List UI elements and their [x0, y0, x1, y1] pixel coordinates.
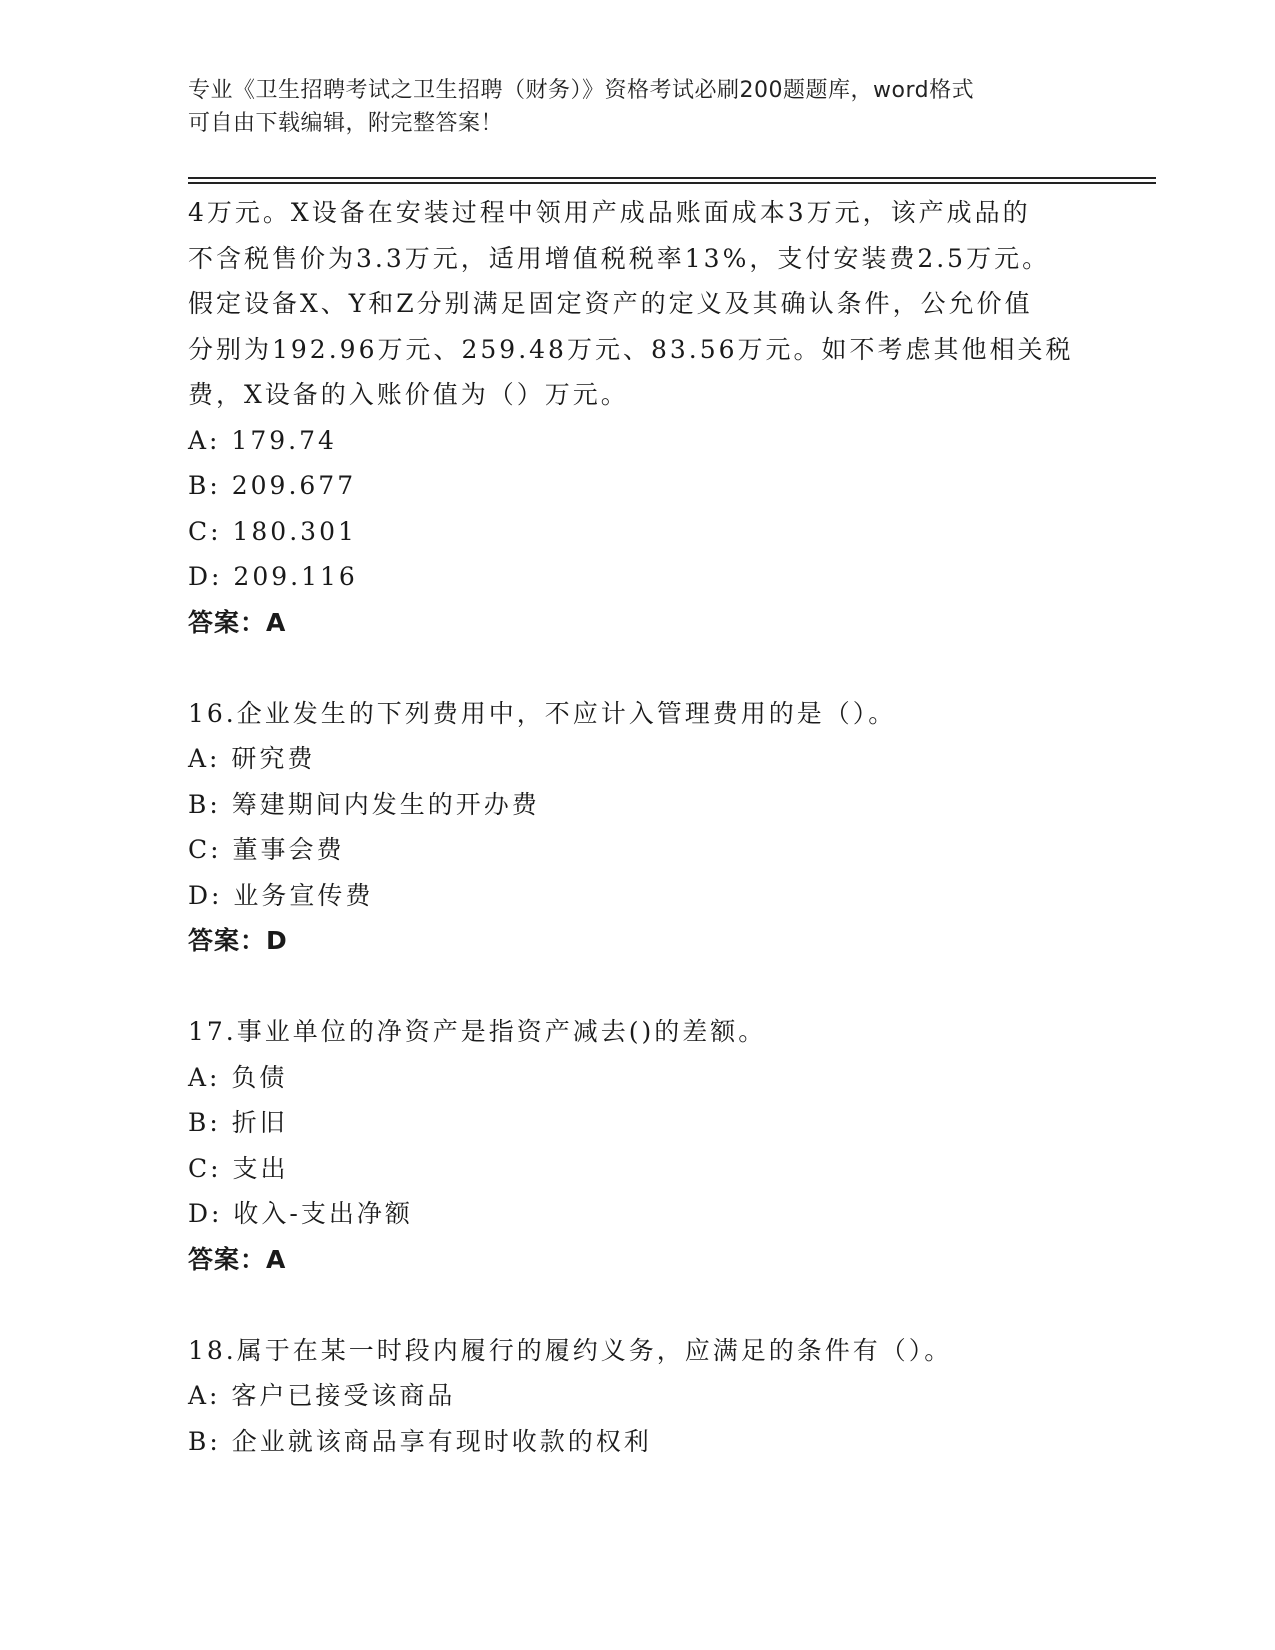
option-a: A: 研究费: [188, 744, 316, 773]
option-a: A: 负债: [188, 1062, 288, 1092]
option-b: B: 企业就该商品享有现时收款的权利: [188, 1426, 652, 1456]
question-16: [188, 691, 1088, 964]
header-rule-bottom: [188, 182, 1156, 184]
question-text: 17.事业单位的净资产是指资产减去()的差额。: [188, 1017, 767, 1046]
header-line-2: 可自由下载编辑，附完整答案！: [188, 111, 504, 136]
spacer: [188, 964, 1088, 1010]
option-b: B: 筹建期间内发生的开办费: [188, 789, 540, 819]
question-content: [188, 190, 1088, 1464]
question-text: 16.企业发生的下列费用中，不应计入管理费用的是（）。: [188, 698, 897, 728]
answer-label: 答案：A: [188, 1244, 287, 1274]
question-text-line: 分别为192.96万元、259.48万元、83.56万元。如不考虑其他相关税: [188, 334, 1074, 364]
option-c: C: 支出: [188, 1153, 289, 1183]
option-c: C: 180.301: [188, 516, 357, 546]
header-line-1: 专业《卫生招聘考试之卫生招聘（财务）》资格考试必刷200题题库，word格式: [188, 78, 975, 103]
question-18: [188, 1328, 1088, 1465]
answer-label: 答案：D: [188, 926, 288, 955]
option-c: C: 董事会费: [188, 835, 345, 864]
option-d: D: 收入-支出净额: [188, 1199, 413, 1228]
answer-label: 答案：A: [188, 607, 287, 637]
question-17: [188, 1009, 1088, 1282]
option-d: D: 业务宣传费: [188, 880, 374, 910]
header-rule-top: [188, 177, 1156, 179]
option-b: B: 折旧: [188, 1108, 288, 1137]
spacer: [188, 1282, 1088, 1328]
option-a: A: 客户已接受该商品: [188, 1381, 456, 1410]
option-d: D: 209.116: [188, 562, 358, 591]
question-text-line: 假定设备X、Y和Z分别满足固定资产的定义及其确认条件，公允价值: [188, 289, 1033, 318]
option-b: B: 209.677: [188, 471, 357, 500]
question-text-line: 不含税售价为3.3万元，适用增值税税率13%，支付安装费2.5万元。: [188, 243, 1051, 273]
page-header: [188, 74, 1088, 140]
spacer: [188, 645, 1088, 691]
question-text-line: 4万元。X设备在安装过程中领用产成品账面成本3万元，该产成品的: [188, 198, 1031, 227]
question-text-line: 费，X设备的入账价值为（）万元。: [188, 380, 629, 409]
question-15: [188, 190, 1088, 645]
question-text: 18.属于在某一时段内履行的履约义务，应满足的条件有（）。: [188, 1335, 953, 1365]
option-a: A: 179.74: [188, 425, 337, 455]
